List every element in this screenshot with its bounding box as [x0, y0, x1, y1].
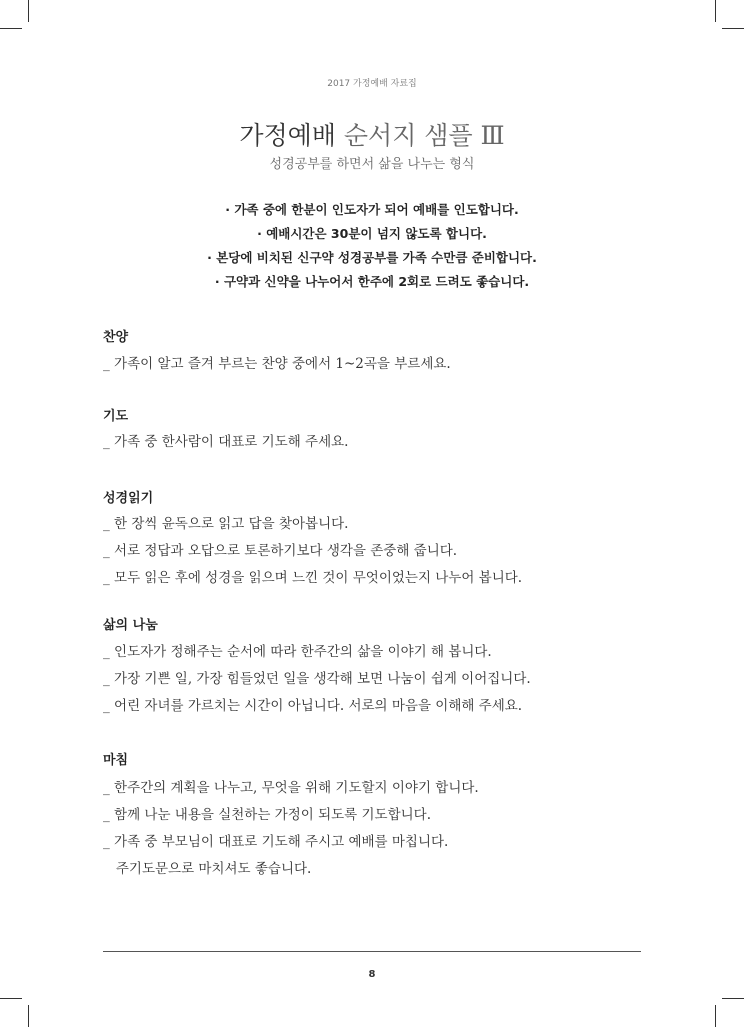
section-line: _ 인도자가 정해주는 순서에 따라 한주간의 삶을 이야기 해 봅니다.: [103, 644, 492, 660]
page-number: 8: [368, 969, 376, 980]
section-line: _ 가장 기쁜 일, 가장 힘들었던 일을 생각해 보면 나눔이 쉽게 이어집니다.: [103, 671, 531, 687]
section-title-prayer: 기도: [103, 409, 129, 424]
page-title: [0, 116, 744, 152]
rule-item: · 구약과 신약을 나누어서 한주에 2회로 드려도 좋습니다.: [214, 274, 530, 289]
crop-mark-top-left-v: [28, 0, 29, 22]
section-line: _ 가족이 알고 즐겨 부르는 찬양 중에서 1~2곡을 부르세요.: [103, 356, 451, 372]
page-title-sub: 순서지 샘플 Ⅲ: [343, 121, 505, 150]
section-line: _ 한 장씩 윤독으로 읽고 답을 찾아봅니다.: [103, 516, 349, 532]
section-line: _ 서로 정답과 오답으로 토론하기보다 생각을 존중해 줍니다.: [103, 543, 458, 559]
section-title-praise: 찬양: [103, 330, 129, 345]
crop-mark-bottom-right-v: [715, 1005, 716, 1027]
section-title-bible-reading: 성경읽기: [103, 491, 154, 506]
section-line: _ 한주간의 계획을 나누고, 무엇을 위해 기도할지 이야기 합니다.: [103, 780, 479, 796]
rule-item: · 본당에 비치된 신구약 성경공부를 가족 수만큼 준비합니다.: [207, 250, 537, 265]
section-line: _ 어린 자녀를 가르치는 시간이 아닙니다. 서로의 마음을 이해해 주세요.: [103, 698, 523, 714]
section-title-sharing: 삶의 나눔: [103, 618, 158, 633]
section-line: _ 모두 읽은 후에 성경을 읽으며 느낀 것이 무엇이었는지 나누어 봅니다.: [103, 570, 523, 586]
section-line: _ 함께 나눈 내용을 실천하는 가정이 되도록 기도합니다.: [103, 807, 431, 823]
section-title-closing: 마침: [103, 753, 129, 768]
rule-item: · 가족 중에 한분이 인도자가 되어 예배를 인도합니다.: [225, 202, 519, 217]
header-note: 2017 가정예배 자료집: [327, 79, 417, 89]
crop-mark-bottom-left-v: [28, 1005, 29, 1027]
crop-mark-top-right-h: [722, 28, 744, 29]
section-line: _ 가족 중 부모님이 대표로 기도해 주시고 예배를 마칩니다.: [103, 834, 449, 850]
crop-mark-top-right-v: [715, 0, 716, 22]
rule-item: · 예배시간은 30분이 넘지 않도록 합니다.: [257, 226, 487, 241]
page-title-main: 가정예배: [239, 121, 336, 150]
footer-divider: [103, 951, 641, 952]
crop-mark-bottom-left-h: [0, 998, 22, 999]
rules-list: [0, 198, 744, 294]
section-line: _ 가족 중 한사람이 대표로 기도해 주세요.: [103, 434, 349, 450]
crop-mark-bottom-right-h: [722, 998, 744, 999]
page-subtitle: 성경공부를 하면서 삶을 나누는 형식: [269, 157, 475, 172]
crop-mark-top-left-h: [0, 28, 22, 29]
section-line: 주기도문으로 마치셔도 좋습니다.: [103, 861, 312, 877]
